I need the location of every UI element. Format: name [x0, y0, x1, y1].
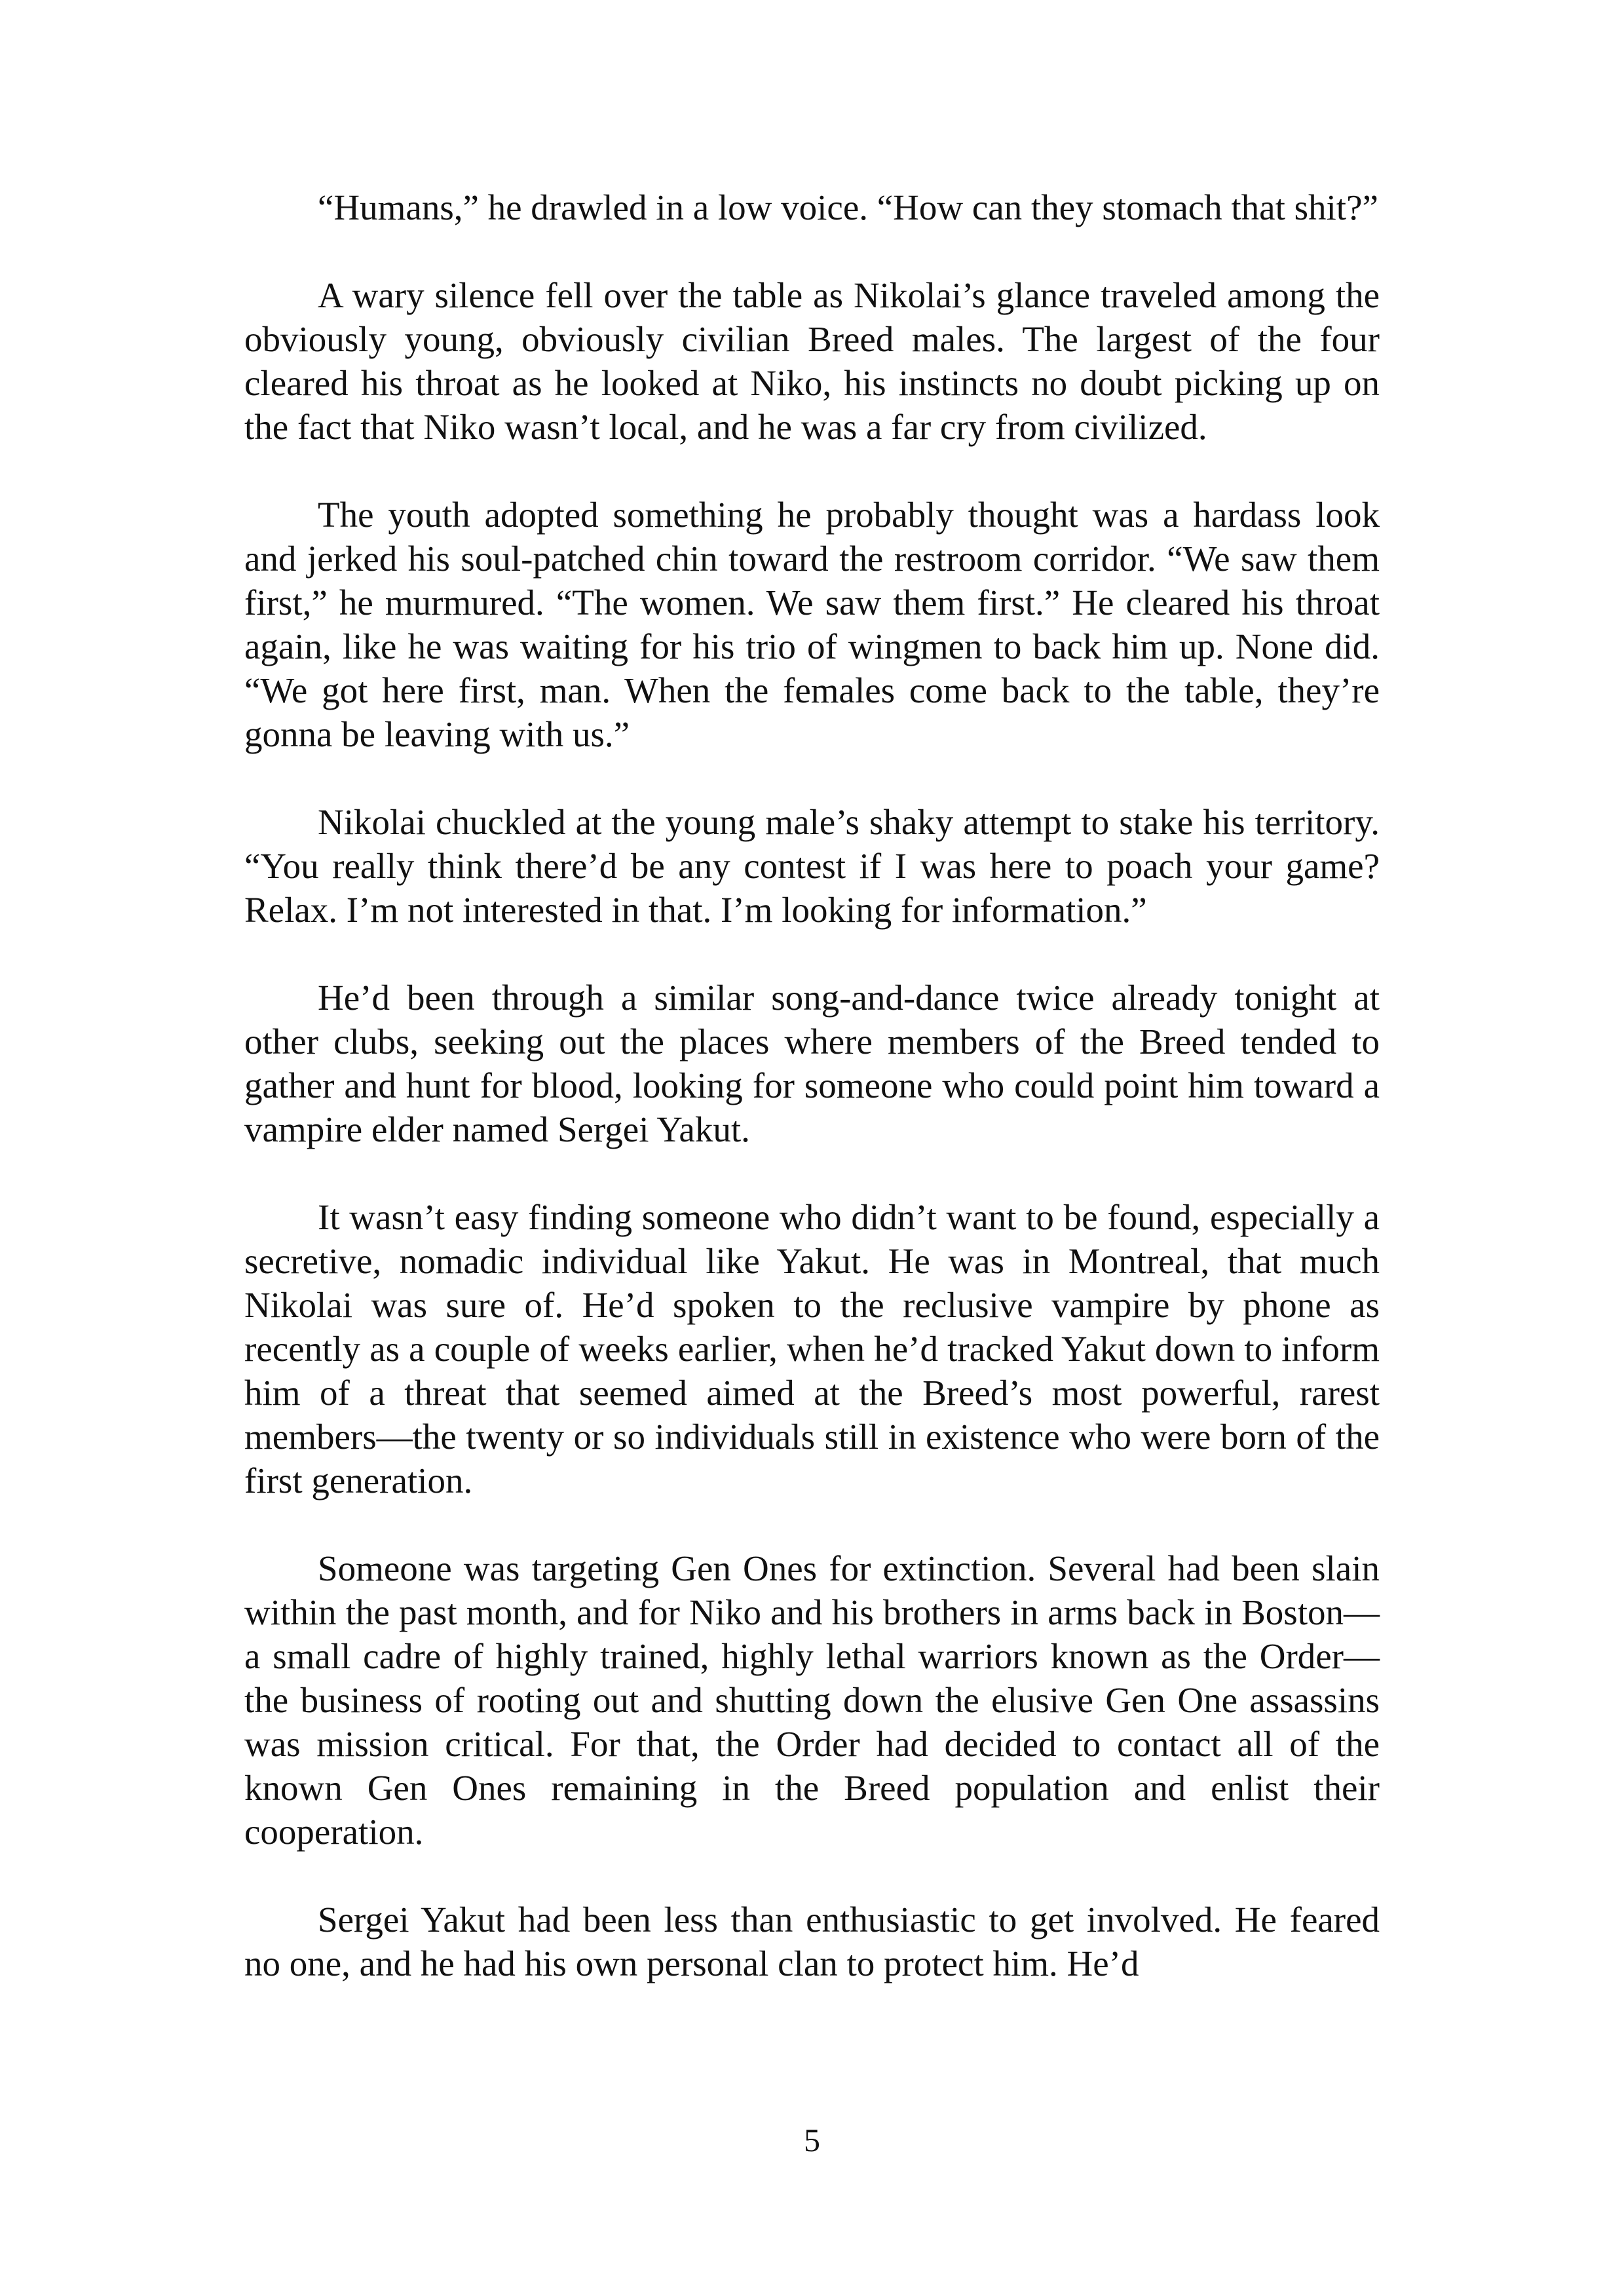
paragraph-6: It wasn’t easy finding someone who didn’t want to be found, especially a secretive, nomadic individual like Yakut. He was in Montreal, that much Nikolai was sure of. He’d spoken to the reclusive vampire by phone as recently as a couple of weeks earlier, when he’d tracked Yakut down to inform him of a threat that seemed aimed at the Breed’s most powerful, rarest members—the twenty or so individuals still in existence who were born of the first generation. [244, 1197, 1380, 1501]
paragraph-5: He’d been through a similar song-and-dance twice already tonight at other clubs, seeking out the places where members of the Breed tended to gather and hunt for blood, looking for someone who could point him toward a vampire elder named Sergei Yakut. [244, 978, 1380, 1149]
paragraph-1: “Humans,” he drawled in a low voice. “How can they stomach that shit?” [318, 187, 1378, 227]
paragraph-4: Nikolai chuckled at the young male’s shaky attempt to stake his territory. “You really think there’d be any contest if I was here to poach your game? Relax. I’m not interested in that. I’m looking for information.” [244, 802, 1380, 930]
paragraph-3: The youth adopted something he probably thought was a hardass look and jerked his soul-patched chin toward the restroom corridor. “We saw them first,” he murmured. “The women. We saw them first.” He cleared his throat again, like he was waiting for his trio of wingmen to back him up. None did. “We got here first, man. When the females come back to the table, they’re gonna be leaving with us.” [244, 495, 1380, 754]
paragraph-7: Someone was targeting Gen Ones for extinction. Several had been slain within the past month, and for Niko and his brothers in arms back in Boston—a small cadre of highly trained, highly lethal warriors known as the Order—the business of rooting out and shutting down the elusive Gen One assassins was mission critical. For that, the Order had decided to contact all of the known Gen Ones remaining in the Breed population and enlist their cooperation. [244, 1548, 1380, 1852]
body-text [244, 185, 1380, 2029]
page-number: 5 [804, 2122, 820, 2158]
paragraph-2: A wary silence fell over the table as Nikolai’s glance traveled among the obviously young, obviously civilian Breed males. The largest of the four cleared his throat as he looked at Niko, his instincts no doubt picking up on the fact that Niko wasn’t local, and he was a far cry from civilized. [244, 275, 1380, 447]
paragraph-8: Sergei Yakut had been less than enthusiastic to get involved. He feared no one, and he had his own personal clan to protect him. He’d [244, 1900, 1380, 1983]
